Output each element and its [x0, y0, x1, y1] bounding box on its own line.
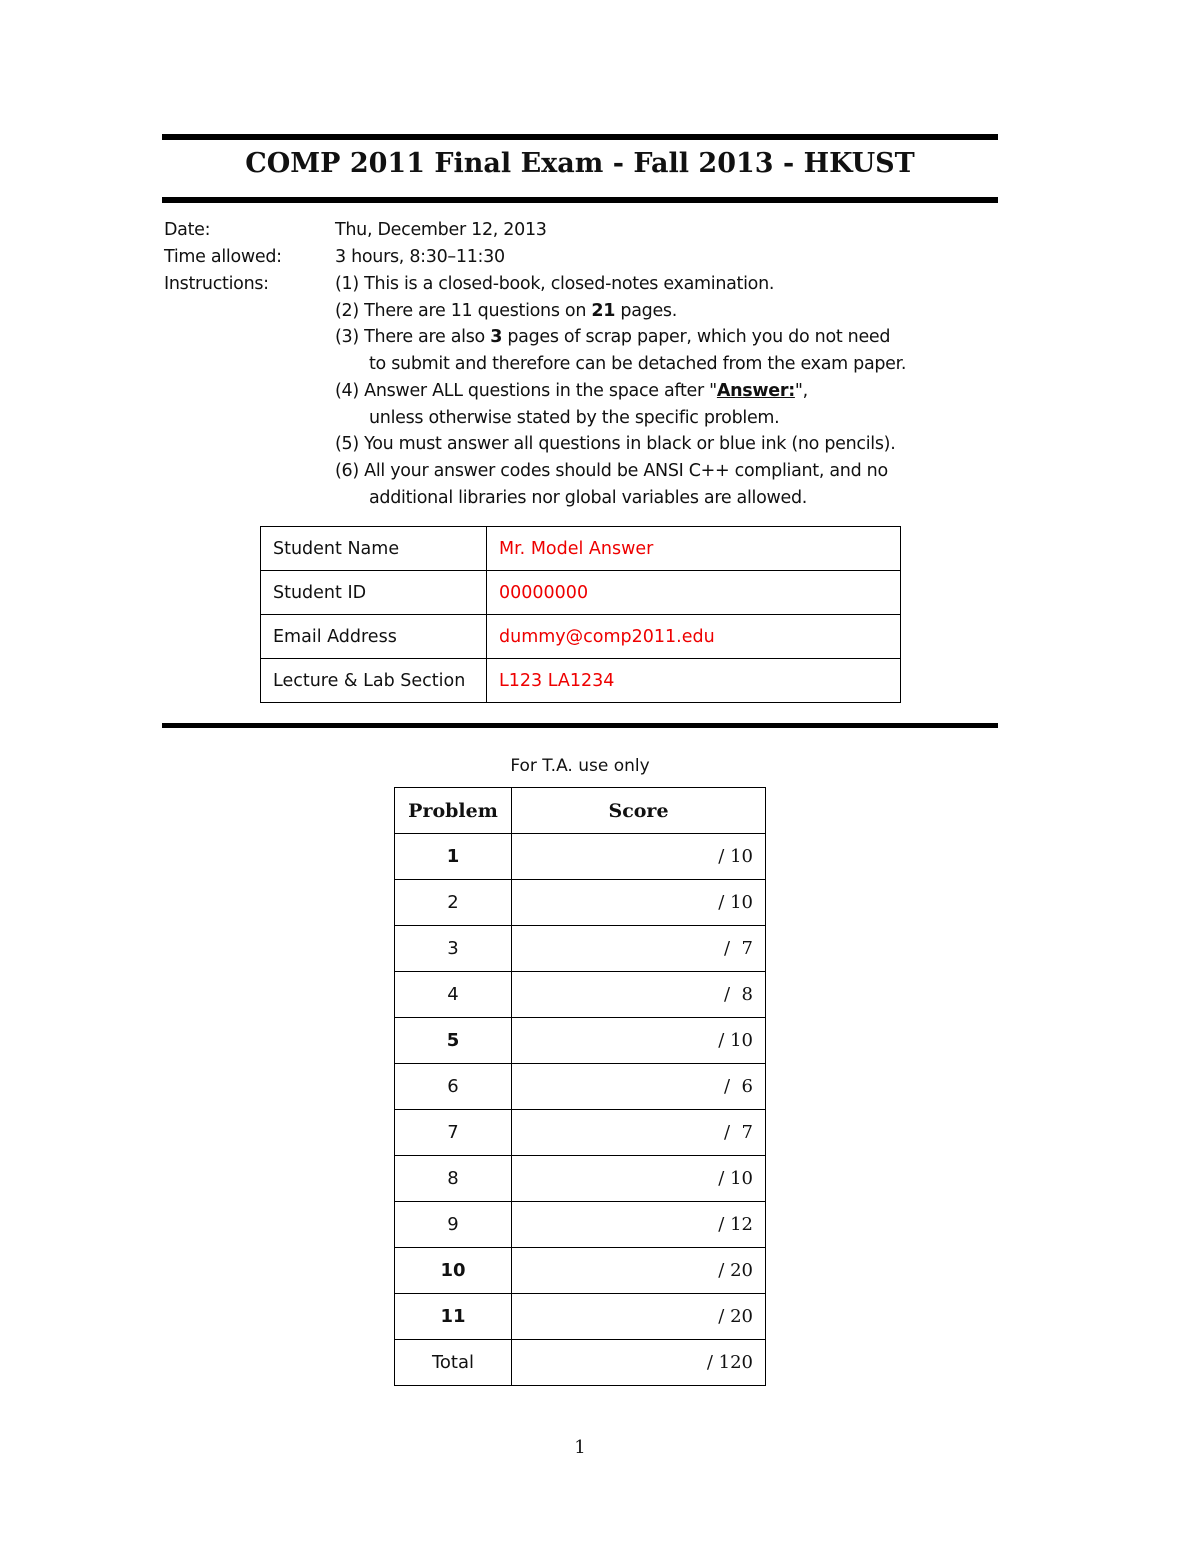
problem-number: 8: [395, 1156, 512, 1202]
problem-number: 9: [395, 1202, 512, 1248]
instruction-text: This is a closed-book, closed-notes examination.: [364, 274, 775, 294]
top-rule: [162, 134, 998, 140]
exam-title: COMP 2011 Final Exam - Fall 2013 - HKUST: [245, 148, 915, 179]
instruction-emphasis: 21: [591, 300, 616, 321]
student-info-row: [261, 659, 901, 703]
student-info-row: [261, 571, 901, 615]
score-row: [395, 926, 766, 972]
score-table: [394, 787, 766, 1386]
instruction-emphasis: Answer:: [716, 380, 795, 401]
instruction-text: pages.: [615, 300, 678, 321]
score-cell[interactable]: / 12: [512, 1202, 766, 1248]
score-cell[interactable]: / 10: [512, 1156, 766, 1202]
score-cell[interactable]: / 7: [512, 926, 766, 972]
score-cell[interactable]: / 8: [512, 972, 766, 1018]
instruction-text: There are 11 questions on: [364, 300, 592, 321]
score-cell[interactable]: / 7: [512, 1110, 766, 1156]
score-cell[interactable]: / 10: [512, 880, 766, 926]
instruction-number: (4): [335, 380, 359, 401]
instruction-item: [335, 434, 895, 454]
problem-number: 1: [395, 834, 512, 880]
instruction-continuation: to submit and therefore can be detached from the exam paper.: [369, 354, 907, 375]
date-label: Date:: [164, 220, 211, 240]
instruction-text: You must answer all questions in black or blue ink (no pencils).: [364, 434, 896, 455]
instruction-item: [335, 301, 677, 321]
problem-number: 6: [395, 1064, 512, 1110]
score-row: [395, 1340, 766, 1386]
instruction-number: (5): [335, 434, 359, 455]
score-cell[interactable]: / 10: [512, 1018, 766, 1064]
title-rule: [162, 197, 998, 203]
problem-number: 5: [395, 1018, 512, 1064]
student-info-table: [260, 526, 901, 703]
score-cell[interactable]: / 10: [512, 834, 766, 880]
instruction-text: pages of scrap paper, which you do not need: [502, 327, 891, 348]
student-info-row: [261, 615, 901, 659]
score-row: [395, 1110, 766, 1156]
score-row: [395, 1202, 766, 1248]
problem-number: 11: [395, 1294, 512, 1340]
field-value: Mr. Model Answer: [487, 527, 901, 571]
field-value: dummy@comp2011.edu: [487, 615, 901, 659]
field-label: Email Address: [261, 615, 487, 659]
instruction-item: [335, 327, 890, 347]
instruction-number: (2): [335, 300, 359, 321]
score-row: [395, 1156, 766, 1202]
score-row: [395, 1294, 766, 1340]
instruction-continuation: unless otherwise stated by the specific problem.: [369, 407, 780, 428]
score-cell[interactable]: / 20: [512, 1294, 766, 1340]
score-row: [395, 1248, 766, 1294]
student-info-row: [261, 527, 901, 571]
problem-number: 7: [395, 1110, 512, 1156]
score-cell[interactable]: / 6: [512, 1064, 766, 1110]
field-value: L123 LA1234: [487, 659, 901, 703]
instruction-number: (3): [335, 327, 359, 348]
score-header: Score: [512, 788, 766, 834]
field-label: Student Name: [261, 527, 487, 571]
field-label: Lecture & Lab Section: [261, 659, 487, 703]
field-label: Student ID: [261, 571, 487, 615]
ta-caption: For T.A. use only: [510, 756, 650, 776]
instruction-text: There are also: [364, 327, 491, 348]
instruction-item: [335, 381, 808, 401]
instruction-continuation: additional libraries nor global variables are allowed.: [369, 487, 808, 508]
instruction-number: (6): [335, 460, 359, 481]
field-value: 00000000: [487, 571, 901, 615]
instruction-number: (1): [335, 274, 359, 294]
time-label: Time allowed:: [164, 247, 282, 267]
instruction-item: [335, 274, 774, 294]
instruction-item: [335, 461, 888, 481]
instruction-emphasis: 3: [490, 327, 503, 348]
problem-number: 2: [395, 880, 512, 926]
instructions-label: Instructions:: [164, 274, 269, 294]
time-value: 3 hours, 8:30–11:30: [335, 247, 505, 267]
score-cell[interactable]: / 20: [512, 1248, 766, 1294]
instruction-text: Answer ALL questions in the space after ": [364, 380, 717, 401]
problem-number: 10: [395, 1248, 512, 1294]
score-row: [395, 1064, 766, 1110]
instruction-text: ",: [794, 380, 808, 401]
instruction-text: All your answer codes should be ANSI C++ compliant, and no: [364, 460, 888, 481]
score-row: [395, 880, 766, 926]
problem-number: 3: [395, 926, 512, 972]
score-cell[interactable]: / 120: [512, 1340, 766, 1386]
problem-number: 4: [395, 972, 512, 1018]
score-row: [395, 972, 766, 1018]
problem-header: Problem: [395, 788, 512, 834]
score-row: [395, 834, 766, 880]
date-value: Thu, December 12, 2013: [335, 220, 547, 240]
section-rule: [162, 723, 998, 728]
score-row: [395, 1018, 766, 1064]
page-number: 1: [574, 1437, 586, 1458]
problem-number: Total: [395, 1340, 512, 1386]
